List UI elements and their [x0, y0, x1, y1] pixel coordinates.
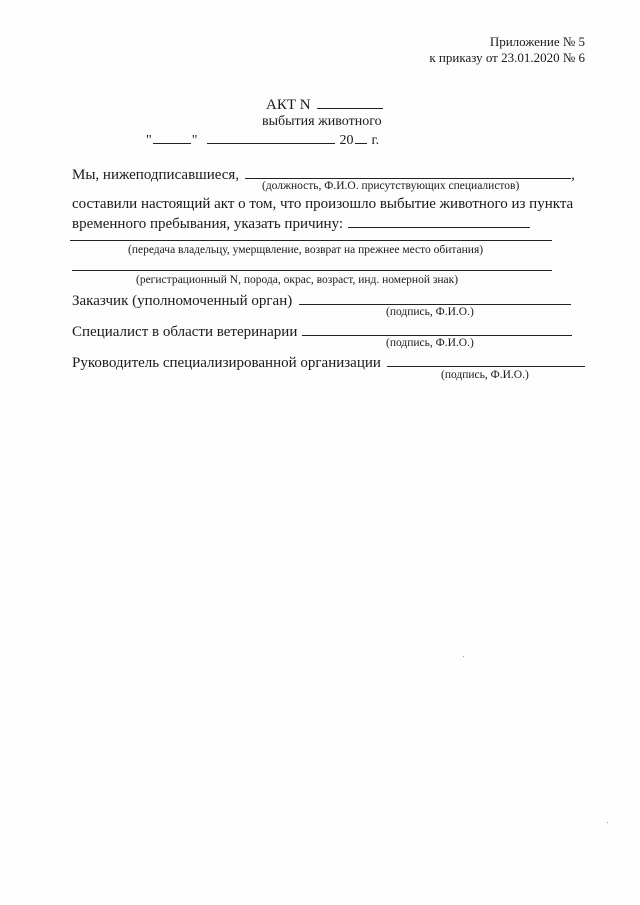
act-title [266, 95, 383, 114]
act-subtitle: выбытия животного [262, 114, 382, 129]
participants-comma: , [571, 167, 575, 183]
participants-label: Мы, нижеподписавшиеся, [72, 167, 240, 183]
reason-line [72, 214, 530, 233]
head-signature-field [387, 353, 585, 367]
vet-caption: (подпись, Ф.И.О.) [386, 337, 474, 349]
date-line [146, 131, 379, 149]
participants-field [245, 165, 571, 179]
date-close-quote: " [191, 133, 198, 148]
customer-caption: (подпись, Ф.И.О.) [386, 306, 474, 318]
head-label: Руководитель специализированной организации [72, 355, 381, 371]
reason-field [348, 214, 530, 228]
vet-signature-field [302, 322, 572, 336]
year-prefix: 20 [339, 133, 354, 148]
statement-line: составили настоящий акт о том, что произошло выбытие животного из пункта [72, 196, 574, 212]
appendix-label: Приложение № 5 [489, 34, 585, 49]
vet-signature-line [72, 322, 572, 341]
order-reference: к приказу от 23.01.2020 № 6 [429, 50, 585, 65]
reason-label: временного пребывания, указать причину: [72, 216, 344, 232]
year-field [355, 131, 367, 144]
animal-info-caption: (регистрационный N, порода, окрас, возраст, инд. номерной знак) [136, 274, 459, 286]
customer-signature-line [72, 291, 571, 310]
act-title-label: АКТ N [266, 97, 311, 113]
reason-caption: (передача владельцу, умерщвление, возврат на прежнее место обитания) [128, 244, 484, 256]
vet-label: Специалист в области ветеринарии [72, 324, 298, 340]
reason-detail-line [70, 240, 552, 241]
scan-speck [463, 656, 464, 657]
head-caption: (подпись, Ф.И.О.) [441, 369, 529, 381]
act-number-field [317, 95, 383, 109]
scan-speck [607, 822, 608, 823]
participants-caption: (должность, Ф.И.О. присутствующих специалистов) [262, 180, 520, 192]
customer-label: Заказчик (уполномоченный орган) [72, 293, 293, 309]
year-suffix: г. [371, 133, 380, 148]
animal-info-line [72, 270, 552, 271]
month-field [207, 131, 335, 144]
day-field [153, 131, 191, 144]
customer-signature-field [299, 291, 571, 305]
date-open-quote: " [146, 133, 152, 148]
